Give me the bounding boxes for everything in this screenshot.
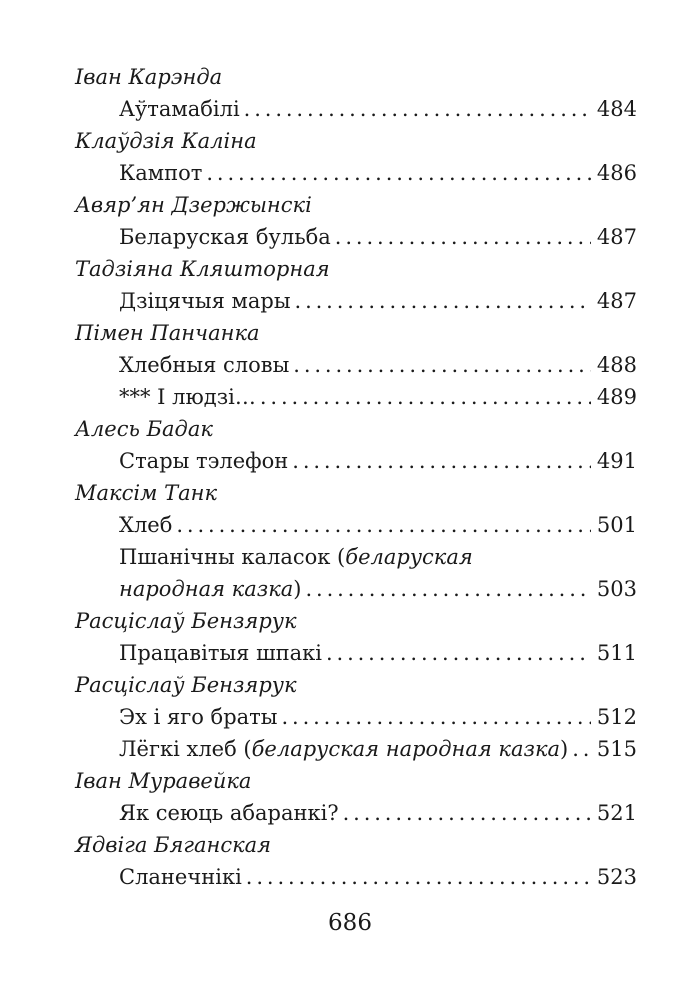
toc-entry [119, 701, 637, 733]
table-of-contents [75, 61, 637, 893]
page-number: 521 [596, 801, 637, 825]
work-title-part: ) [293, 577, 302, 601]
work-title-italic: беларуская [345, 545, 473, 569]
author-name: Тадзіяна Кляшторная [75, 257, 330, 281]
toc-entry [119, 157, 637, 189]
dot-leader [292, 445, 591, 477]
page-number: 491 [596, 449, 637, 473]
toc-entry [119, 445, 637, 477]
toc-entry [119, 349, 637, 381]
work-title-italic: народная казка [119, 577, 294, 601]
work-title-italic: беларуская народная казка [251, 737, 561, 761]
page-number: 487 [596, 225, 637, 249]
work-title: Хлебныя словы [119, 353, 290, 377]
toc-entry [119, 221, 637, 253]
dot-leader [260, 381, 591, 413]
dot-leader [305, 573, 590, 605]
dot-leader [281, 701, 590, 733]
author-name: Пімен Панчанка [75, 321, 260, 345]
page-number: 515 [596, 737, 637, 761]
work-title: Эх і яго браты [119, 705, 278, 729]
work-title: Дзіцячыя мары [119, 289, 291, 313]
work-title-part: Лёгкі хлеб ( [119, 737, 252, 761]
page-number: 487 [596, 289, 637, 313]
work-title-part: ) [560, 737, 569, 761]
dot-leader [572, 733, 591, 765]
toc-entry-line1 [119, 541, 637, 573]
toc-entry [119, 637, 637, 669]
page-number: 511 [596, 641, 637, 665]
page-number: 488 [596, 353, 637, 377]
page-folio-number: 686 [328, 910, 372, 936]
author-name: Расціслаў Бензярук [75, 673, 297, 697]
dot-leader [246, 861, 591, 893]
work-title-part: Пшанічны каласок ( [119, 545, 346, 569]
work-title: Як сеюць абаранкі? [119, 801, 339, 825]
author-name: Алесь Бадак [75, 417, 213, 441]
toc-entry [119, 733, 637, 765]
author-name: Іван Карэнда [75, 65, 223, 89]
page-number: 503 [596, 577, 637, 601]
page-number: 486 [596, 161, 637, 185]
work-title: Кампот [119, 161, 203, 185]
work-title: Сланечнікі [119, 865, 242, 889]
work-title: Беларуская бульба [119, 225, 331, 249]
toc-entry [119, 797, 637, 829]
page-number: 484 [596, 97, 637, 121]
work-title: Працавітыя шпакі [119, 641, 322, 665]
page-number: 512 [596, 705, 637, 729]
dot-leader [244, 93, 591, 125]
dot-leader [335, 221, 591, 253]
work-title [119, 733, 568, 765]
author-name: Авяр’ян Дзержынскі [75, 193, 312, 217]
author-name: Клаўдзія Каліна [75, 129, 257, 153]
toc-entry [119, 93, 637, 125]
work-title [119, 541, 637, 573]
dot-leader [206, 157, 591, 189]
author-name: Расціслаў Бензярук [75, 609, 297, 633]
toc-entry [119, 861, 637, 893]
toc-entry [119, 381, 637, 413]
toc-entry-line2 [119, 573, 637, 605]
dot-leader [326, 637, 591, 669]
page-number: 489 [596, 385, 637, 409]
author-name: Максім Танк [75, 481, 218, 505]
toc-entry [119, 285, 637, 317]
dot-leader [343, 797, 591, 829]
work-title [119, 573, 301, 605]
author-name: Ядвіга Бяганская [75, 833, 272, 857]
toc-entry [119, 509, 637, 541]
work-title: Стары тэлефон [119, 449, 289, 473]
work-title: *** І людзі… [119, 385, 256, 409]
author-name: Іван Муравейка [75, 769, 252, 793]
work-title: Аўтамабілі [119, 97, 240, 121]
page-number: 501 [596, 513, 637, 537]
page-number: 523 [596, 865, 637, 889]
dot-leader [293, 349, 591, 381]
dot-leader [295, 285, 591, 317]
dot-leader [176, 509, 591, 541]
work-title: Хлеб [119, 513, 173, 537]
